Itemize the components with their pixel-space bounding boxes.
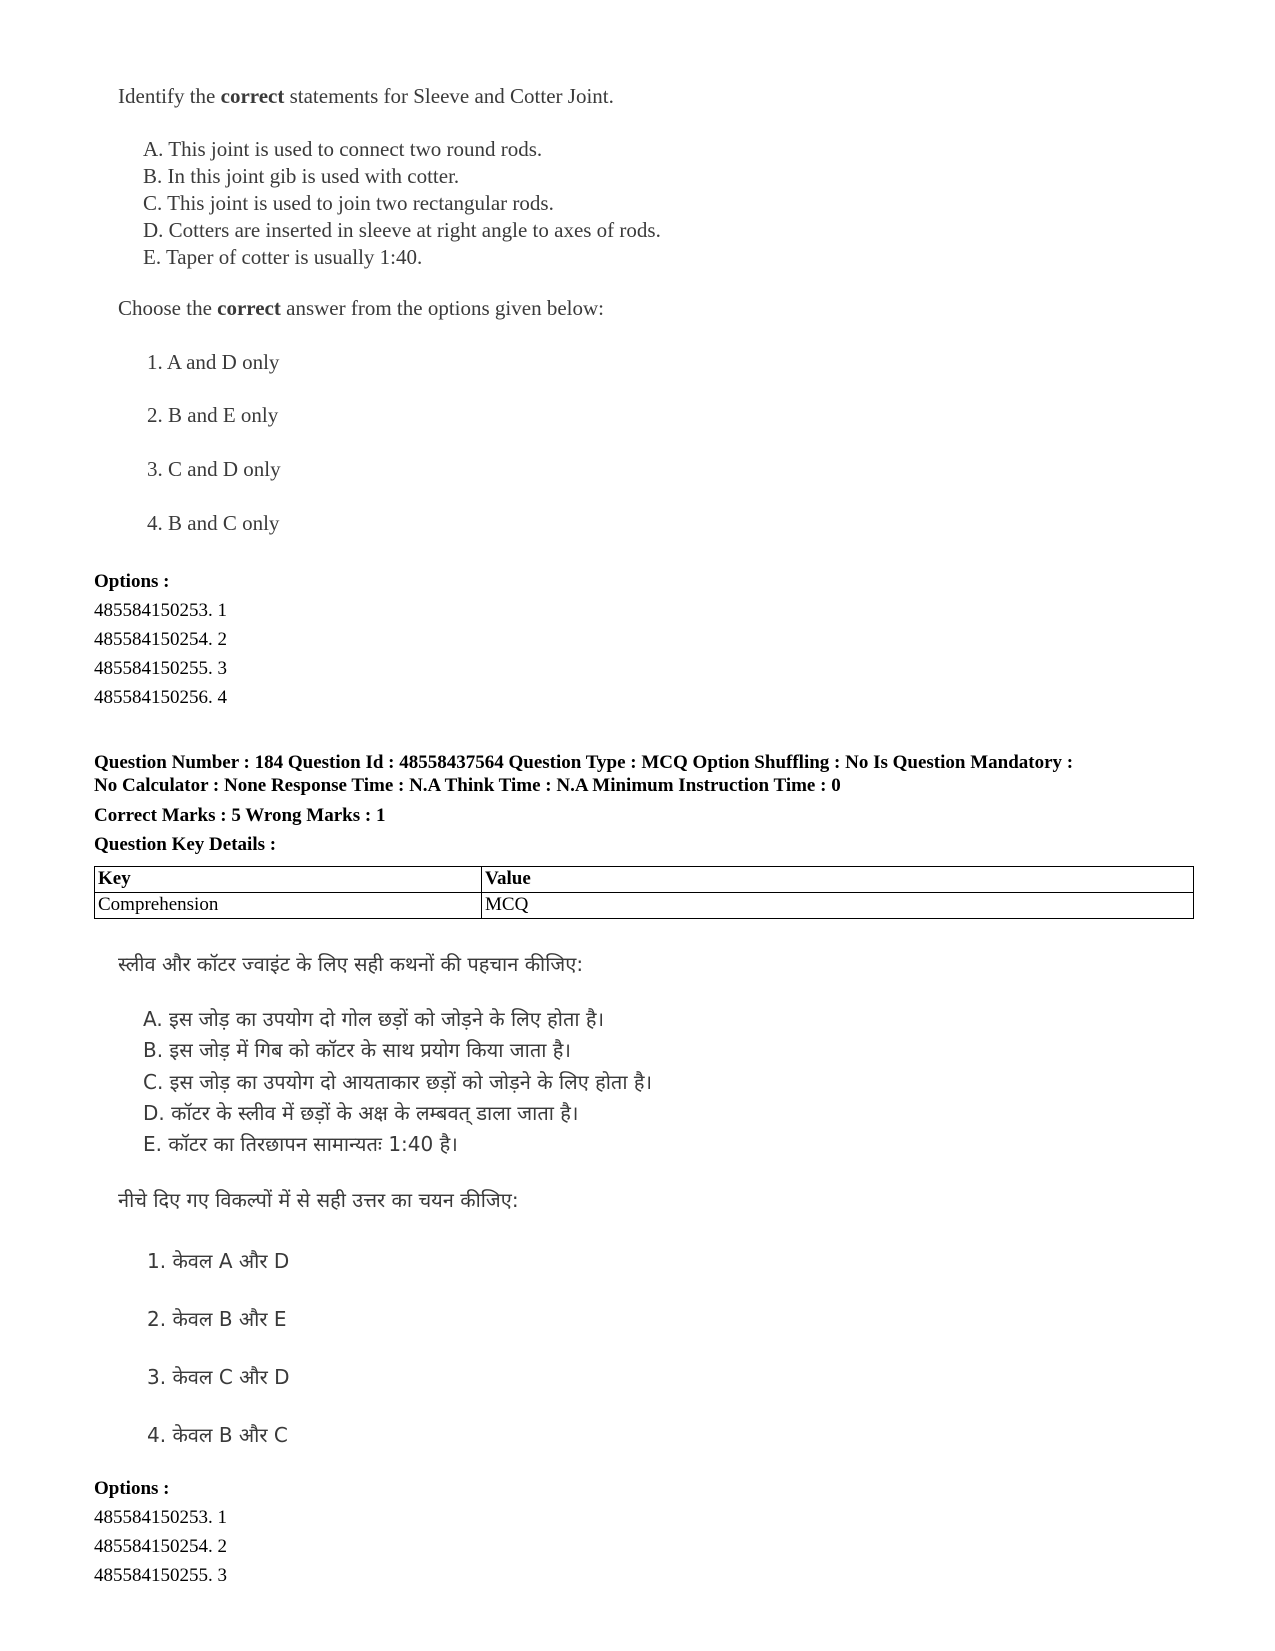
statement-d-hindi: D. कॉटर के स्लीव में छड़ों के अक्ष के लम्बवत् डाला जाता है। — [143, 1101, 579, 1125]
choice-1: 1. A and D only — [147, 350, 280, 374]
option-4: 485584150256. 4 — [94, 687, 227, 708]
choice-4: 4. B and C only — [147, 511, 280, 535]
statement-d: D. Cotters are inserted in sleeve at right angle to axes of rods. — [143, 218, 661, 242]
statement-e: E. Taper of cotter is usually 1:40. — [143, 245, 423, 269]
choice-4-hindi: 4. केवल B और C — [147, 1423, 288, 1447]
choice-2-hindi: 2. केवल B और E — [147, 1307, 287, 1331]
statement-b-hindi: B. इस जोड़ में गिब को कॉटर के साथ प्रयोग किया जाता है। — [143, 1038, 571, 1062]
choice-1-hindi: 1. केवल A और D — [147, 1249, 290, 1273]
statement-a-hindi: A. इस जोड़ का उपयोग दो गोल छड़ों को जोड़ने के लिए होता है। — [143, 1007, 605, 1031]
option-2-hindi: 485584150254. 2 — [94, 1536, 227, 1557]
options-label: Options : — [94, 571, 170, 592]
table-header-key: Key — [95, 867, 482, 893]
table-cell-value: MCQ — [482, 893, 1194, 919]
choice-2: 2. B and E only — [147, 403, 279, 427]
option-1: 485584150253. 1 — [94, 600, 227, 621]
question-stem: Identify the correct statements for Sleeve and Cotter Joint. — [118, 84, 614, 108]
statement-a: A. This joint is used to connect two round rods. — [143, 137, 543, 161]
option-2: 485584150254. 2 — [94, 629, 227, 650]
question-header-line-1: Question Number : 184 Question Id : 48558437564 Question Type : MCQ Option Shuffling : No Is Question Mandatory : — [94, 752, 1074, 773]
statement-e-hindi: E. कॉटर का तिरछापन सामान्यतः 1:40 है। — [143, 1132, 458, 1156]
option-3: 485584150255. 3 — [94, 658, 227, 679]
marks-line: Correct Marks : 5 Wrong Marks : 1 — [94, 805, 386, 826]
table-header-value: Value — [482, 867, 1194, 893]
table-cell-key: Comprehension — [95, 893, 482, 919]
instruction-hindi: नीचे दिए गए विकल्पों में से सही उत्तर का चयन कीजिए: — [118, 1188, 519, 1212]
table-row — [95, 893, 1194, 919]
choice-3: 3. C and D only — [147, 457, 281, 481]
statement-b: B. In this joint gib is used with cotter. — [143, 164, 460, 188]
question-header-line-2: No Calculator : None Response Time : N.A Think Time : N.A Minimum Instruction Time : 0 — [94, 775, 841, 796]
question-stem-hindi: स्लीव और कॉटर ज्वाइंट के लिए सही कथनों की पहचान कीजिए: — [118, 952, 584, 976]
statement-c-hindi: C. इस जोड़ का उपयोग दो आयताकार छड़ों को जोड़ने के लिए होता है। — [143, 1070, 653, 1094]
instruction: Choose the correct answer from the options given below: — [118, 296, 604, 320]
option-1-hindi: 485584150253. 1 — [94, 1507, 227, 1528]
options-label-hindi: Options : — [94, 1478, 170, 1499]
key-details-table — [94, 866, 1194, 919]
choice-3-hindi: 3. केवल C और D — [147, 1365, 290, 1389]
statement-c: C. This joint is used to join two rectangular rods. — [143, 191, 554, 215]
option-3-hindi: 485584150255. 3 — [94, 1565, 227, 1586]
key-details-label: Question Key Details : — [94, 834, 277, 855]
table-header-row — [95, 867, 1194, 893]
